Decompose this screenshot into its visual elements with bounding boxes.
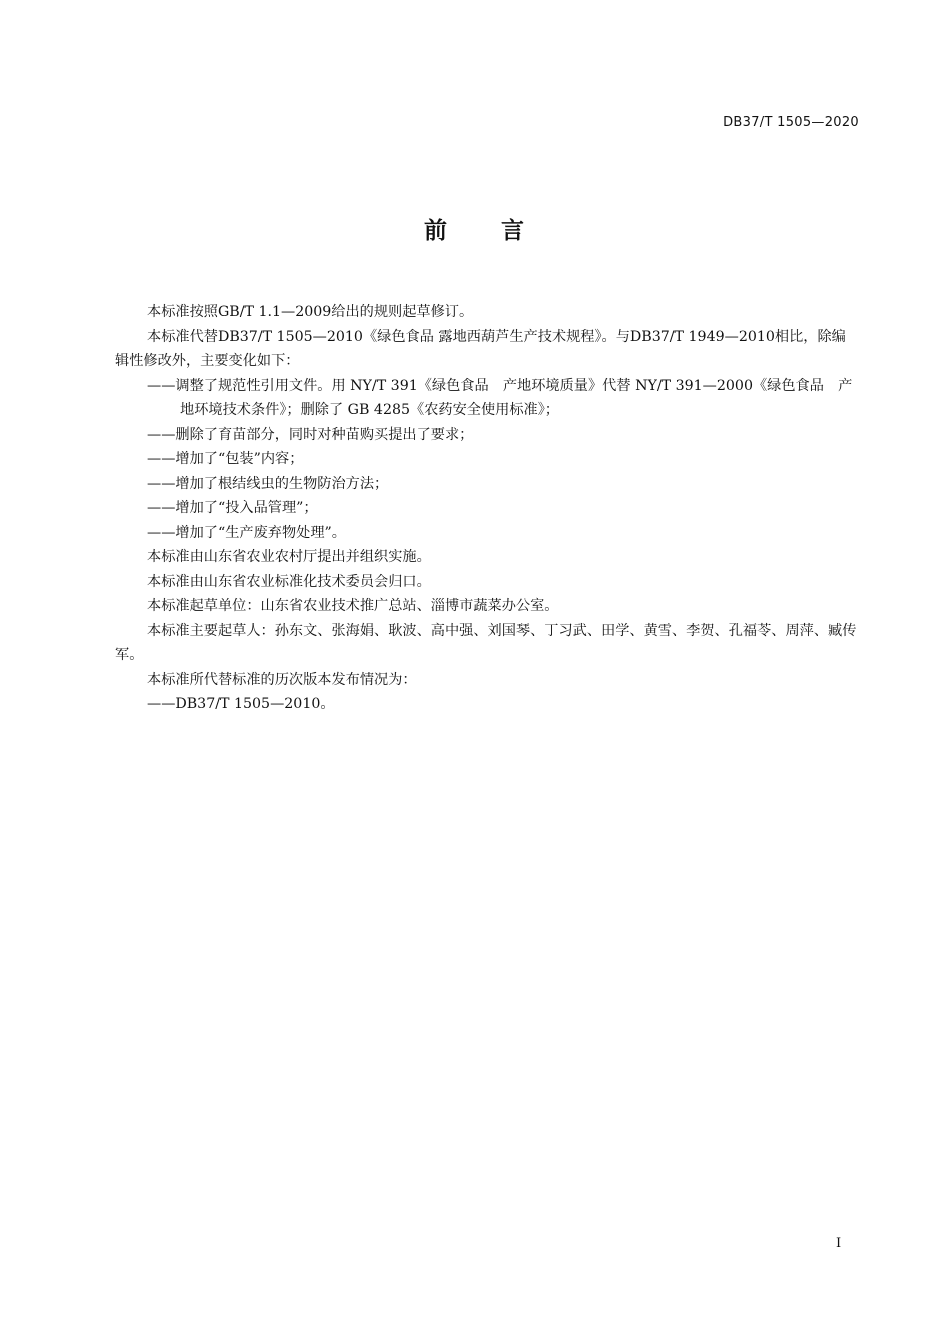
change-item: ——增加了“生产废弃物处理”。: [147, 524, 346, 541]
paragraph-drafting-units: 本标准起草单位：山东省农业技术推广总站、淄博市蔬菜办公室。: [147, 598, 559, 614]
page-title: [0, 212, 950, 245]
paragraph-drafting-rules: 本标准按照GB/T 1.1—2009给出的规则起草修订。: [147, 304, 474, 320]
paragraph-drafters: 本标准主要起草人：孙东文、张海娟、耿波、高中强、刘国琴、丁习武、田学、黄雪、李贺、孔福苓、周萍、臧传军。: [115, 622, 857, 663]
paragraph-replacement: 本标准代替DB37/T 1505—2010《绿色食品 露地西葫芦生产技术规程》。与DB37/T 1949—2010相比，除编辑性修改外，主要变化如下：: [115, 328, 846, 369]
change-item: ——调整了规范性引用文件。用 NY/T 391《绿色食品 产地环境质量》代替 NY/T 391—2000《绿色食品 产地环境技术条件》；删除了 GB 4285《农药安全使用标准》；: [147, 377, 853, 418]
standard-code: DB37/T 1505—2020: [723, 115, 859, 130]
paragraph-committee: 本标准由山东省农业标准化技术委员会归口。: [147, 573, 431, 590]
change-item: ——删除了育苗部分，同时对种苗购买提出了要求；: [147, 426, 474, 443]
change-item: ——增加了根结线虫的生物防治方法；: [147, 475, 389, 492]
paragraph-history-intro: 本标准所代替标准的历次版本发布情况为：: [147, 671, 417, 688]
title-char-2: 言: [501, 218, 526, 244]
change-item: ——增加了“包装”内容；: [147, 451, 304, 467]
history-item: ——DB37/T 1505—2010。: [147, 696, 335, 712]
change-item: ——增加了“投入品管理”；: [147, 500, 318, 516]
paragraph-proposer: 本标准由山东省农业农村厅提出并组织实施。: [147, 549, 431, 565]
page-number: I: [836, 1236, 842, 1251]
foreword-body: [115, 300, 860, 717]
title-char-1: 前: [424, 218, 449, 244]
